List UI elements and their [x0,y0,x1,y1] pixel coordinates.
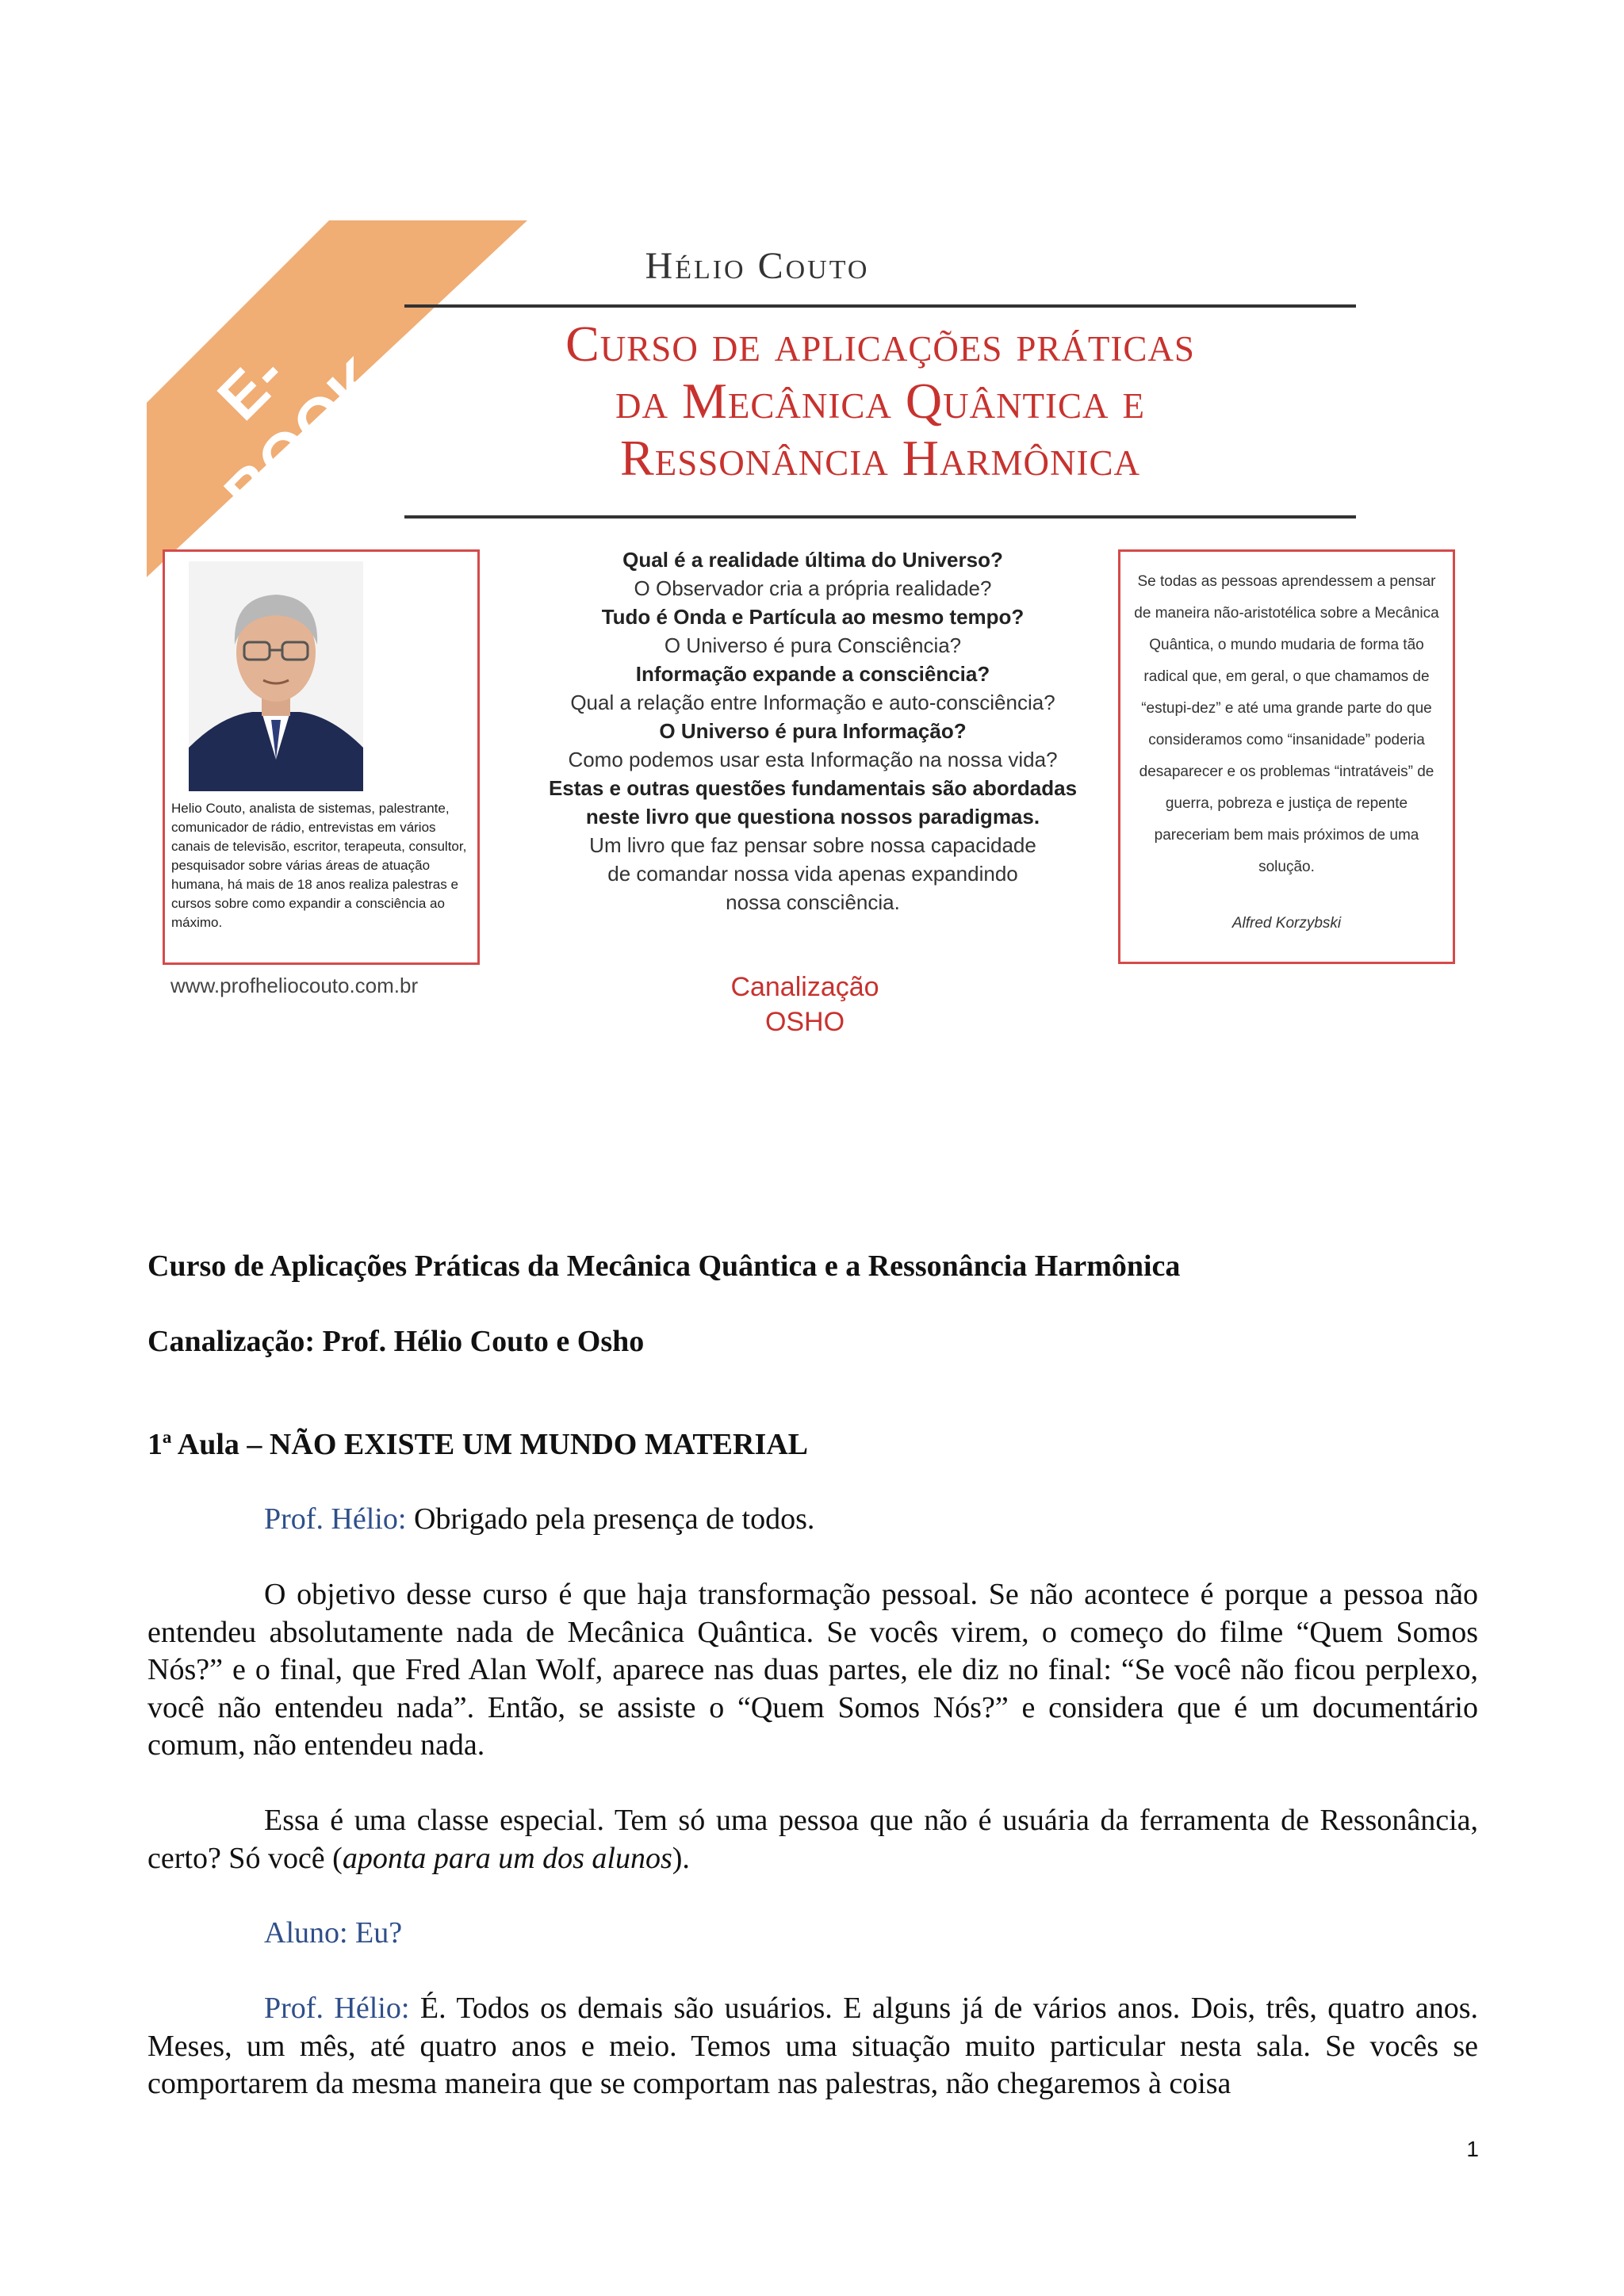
paragraph [147,1990,1478,2103]
cover-question: neste livro que questiona nossos paradigmas. [585,805,1040,828]
cover-question: Estas e outras questões fundamentais são abordadas [548,776,1078,800]
paragraph-text: Essa é uma classe especial. Tem só uma pessoa que não é usuária da ferramenta de Ressonância, certo? Só você ( [147,1804,1478,1875]
quote-text: Se todas as pessoas aprendessem a pensar de maneira não-aristotélica sobre a Mecânica Quântica, o mundo mudaria de forma tão radical que, em geral, o que chamamos de “estupi-dez” e até uma grande parte do que consideramos como “insanidade” poderia desaparecer e os problemas “intratáveis” de guerra, pobreza e justiça de repente pareceriam bem mais próximos de uma solução. [1134,573,1439,875]
author-portrait [189,561,363,791]
paragraph-text: ). [672,1841,690,1875]
paragraph [147,1576,1478,1765]
cover-question: Informação expande a consciência? [635,662,990,686]
cover-questions [519,545,1106,916]
cover-author-name: Hélio Couto [645,245,870,287]
channel-name: OSHO [764,1007,845,1037]
paragraph-text: Obrigado pela presença de todos. [406,1502,815,1536]
channel-label: Canalização [730,972,879,1002]
author-portrait-image [189,561,363,791]
ebook-ribbon-label: E-BOOK [204,338,396,529]
cover-book-title [404,316,1356,487]
cover-title-line: da Mecânica Quântica e [615,373,1146,429]
author-website: www.profheliocouto.com.br [170,974,419,997]
cover-question: de comandar nossa vida apenas expandindo [607,862,1018,886]
author-card [163,549,480,965]
cover-question: O Universo é pura Informação? [659,719,967,743]
paragraph-text: É. Todos os demais são usuários. E alguns já de vários anos. Dois, três, quatro anos. Meses, um mês, até quatro anos e meio. Temos uma situação muito particular nesta sala. Se vocês se comportarem da mesma maneira que se comportam nas palestras, não chegaremos à coisa [147,1992,1478,2100]
document-subtitle: Canalização: Prof. Hélio Couto e Osho [147,1325,645,1358]
cover-question: Um livro que faz pensar sobre nossa capacidade [589,833,1036,857]
author-bio: Helio Couto, analista de sistemas, palestrante, comunicador de rádio, entrevistas em vários canais de televisão, escritor, terapeuta, consultor, pesquisador sobre várias áreas de atuação humana, há mais de 18 anos realiza palestras e cursos sobre como expandir a consciência ao máximo. [171,801,467,930]
speaker-label: Aluno: Eu? [264,1916,403,1950]
paragraph [147,1915,1478,1953]
lesson-heading: 1ª Aula – NÃO EXISTE UM MUNDO MATERIAL [147,1428,809,1461]
cover-top-rule [404,304,1356,308]
quote-card [1118,549,1455,964]
cover-question: Qual é a realidade última do Universo? [622,548,1003,572]
cover-question: nossa consciência. [726,890,900,914]
cover-bottom-rule [404,515,1356,519]
cover-question: O Observador cria a própria realidade? [634,576,992,600]
cover-title-line: Ressonância Harmônica [620,430,1140,486]
ebook-cover [147,220,1463,1069]
cover-channeling [702,970,908,1039]
paragraph-text: O objetivo desse curso é que haja transformação pessoal. Se não acontece é porque a pessoa não entendeu absolutamente nada de Mecânica Quântica. Se vocês virem, o começo do filme “Quem Somos Nós?” e o final, que Fred Alan Wolf, aparece nas duas partes, ele diz no final: “Se você não ficou perplexo, você não entendeu nada”. Então, se assiste o “Quem Somos Nós?” e considera que é um documentário comum, não entendeu nada. [147,1578,1478,1762]
paragraph [147,1501,1478,1539]
speaker-label: Prof. Hélio: [264,1502,407,1536]
document-title: Curso de Aplicações Práticas da Mecânica Quântica e a Ressonância Harmônica [147,1249,1181,1283]
quote-author: Alfred Korzybski [1231,915,1342,932]
cover-question: O Universo é pura Consciência? [664,633,962,657]
stage-direction: aponta para um dos alunos [342,1841,672,1875]
cover-question: Qual a relação entre Informação e auto-consciência? [570,691,1055,714]
cover-question: Tudo é Onda e Partícula ao mesmo tempo? [601,605,1025,629]
cover-title-line: Curso de aplicações práticas [565,316,1195,372]
paragraph [147,1802,1478,1877]
page-number: 1 [1466,2137,1479,2161]
cover-question: Como podemos usar esta Informação na nossa vida? [568,748,1058,771]
speaker-label: Prof. Hélio: [264,1992,410,2025]
